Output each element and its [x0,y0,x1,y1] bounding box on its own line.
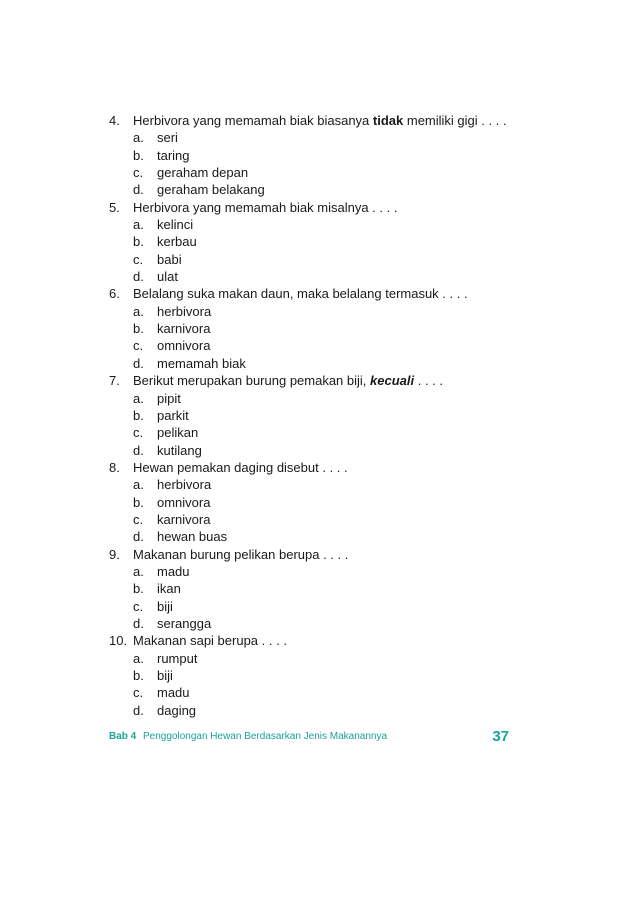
option-text: madu [157,563,190,579]
answer-option [0,494,638,511]
question-list [0,112,638,719]
answer-option [0,320,638,337]
option-text: babi [157,251,182,267]
question-item [0,112,638,199]
answer-option [0,476,638,493]
question-row [0,285,638,302]
question-row [0,372,638,389]
answer-option [0,129,638,146]
question-emphasis: tidak [372,113,404,128]
answer-option [0,233,638,250]
answer-option [0,407,638,424]
option-letter: a. [133,563,144,579]
answer-option [0,650,638,667]
question-row [0,112,638,129]
question-text-part: memiliki gigi . . . . [403,113,507,128]
option-text: daging [157,702,197,718]
question-item [0,285,638,372]
option-letter: d. [133,182,144,198]
question-number: 9. [109,546,120,562]
question-text [133,546,348,563]
option-letter: d. [133,529,144,545]
answer-option [0,181,638,198]
option-text: kelinci [157,217,194,233]
answer-option [0,667,638,684]
question-text-part: Makanan burung pelikan berupa . . . . [133,546,349,562]
question-emphasis: kecuali [370,373,415,389]
question-text [133,459,348,476]
option-text: omnivora [157,338,211,354]
answer-option [0,216,638,233]
option-text: biji [157,598,173,614]
option-text: geraham belakang [157,182,265,198]
question-item [0,459,638,546]
option-letter: c. [133,251,144,267]
answer-option [0,424,638,441]
question-text [133,199,397,216]
question-text-part: Herbivora yang memamah biak biasanya [133,113,373,128]
option-text: parkit [157,407,189,423]
question-number: 4. [109,113,120,128]
question-item [0,372,638,459]
option-letter: b. [133,494,144,510]
option-text: hewan buas [157,529,228,545]
question-text-part: . . . . [414,373,444,389]
question-text [133,372,443,389]
question-text-part: Belalang suka makan daun, maka belalang termasuk . . . . [133,286,468,302]
answer-option [0,528,638,545]
question-number: 10. [109,633,128,649]
question-text [133,112,507,129]
answer-option [0,164,638,181]
option-text: karnivora [157,511,211,527]
option-text: pipit [157,390,181,406]
answer-option [0,615,638,632]
question-row [0,546,638,563]
option-text: madu [157,685,190,701]
question-text-part: Hewan pemakan daging disebut . . . . [133,459,348,475]
answer-option [0,684,638,701]
option-letter: a. [133,650,144,666]
answer-option [0,355,638,372]
question-row [0,632,638,649]
page-number: 37 [492,728,509,745]
option-text: omnivora [157,494,211,510]
option-letter: d. [133,442,144,458]
question-number: 6. [109,286,120,302]
question-text-part: Herbivora yang memamah biak misalnya . . . . [133,199,398,215]
option-text: seri [157,130,178,146]
question-number: 5. [109,199,120,215]
option-letter: b. [133,147,144,163]
option-text: herbivora [157,303,212,319]
option-text: serangga [157,615,212,631]
option-letter: b. [133,321,144,337]
question-number: 7. [109,373,120,389]
option-text: kutilang [157,442,202,458]
answer-option [0,147,638,164]
option-letter: c. [133,598,144,614]
answer-option [0,598,638,615]
question-text-part: Makanan sapi berupa . . . . [133,633,287,649]
option-letter: b. [133,581,144,597]
option-text: taring [157,147,190,163]
option-letter: d. [133,355,144,371]
question-text [133,285,468,302]
question-item [0,199,638,286]
question-number: 8. [109,459,120,475]
option-letter: c. [133,165,144,181]
option-letter: d. [133,269,144,285]
page-footer [109,728,509,748]
answer-option [0,337,638,354]
question-text [133,632,287,649]
question-item [0,632,638,719]
option-text: ikan [157,581,181,597]
option-text: rumput [157,650,198,666]
question-row [0,459,638,476]
option-letter: a. [133,303,144,319]
option-text: memamah biak [157,355,246,371]
answer-option [0,390,638,407]
answer-option [0,251,638,268]
answer-option [0,563,638,580]
answer-option [0,702,638,719]
option-text: karnivora [157,321,211,337]
option-text: geraham depan [157,165,249,181]
option-letter: b. [133,234,144,250]
option-letter: d. [133,615,144,631]
question-item [0,546,638,633]
option-letter: c. [133,425,144,441]
option-text: herbivora [157,477,212,493]
answer-option [0,268,638,285]
question-row [0,199,638,216]
answer-option [0,442,638,459]
option-letter: c. [133,511,144,527]
option-letter: a. [133,477,144,493]
footer-chapter: Bab 4 [109,731,137,742]
option-letter: b. [133,407,144,423]
question-text-part: Berikut merupakan burung pemakan biji, [133,373,371,389]
answer-option [0,511,638,528]
option-letter: a. [133,217,144,233]
option-text: kerbau [157,234,197,250]
option-text: biji [157,668,173,683]
option-letter: c. [133,338,144,354]
option-text: ulat [157,269,178,285]
option-letter: a. [133,130,144,146]
option-letter: b. [133,668,144,683]
footer-chapter-title: Penggolongan Hewan Berdasarkan Jenis Makanannya [143,731,388,742]
option-letter: c. [133,685,144,701]
option-text: pelikan [157,425,199,441]
option-letter: d. [133,702,144,718]
answer-option [0,580,638,597]
answer-option [0,303,638,320]
option-letter: a. [133,390,144,406]
